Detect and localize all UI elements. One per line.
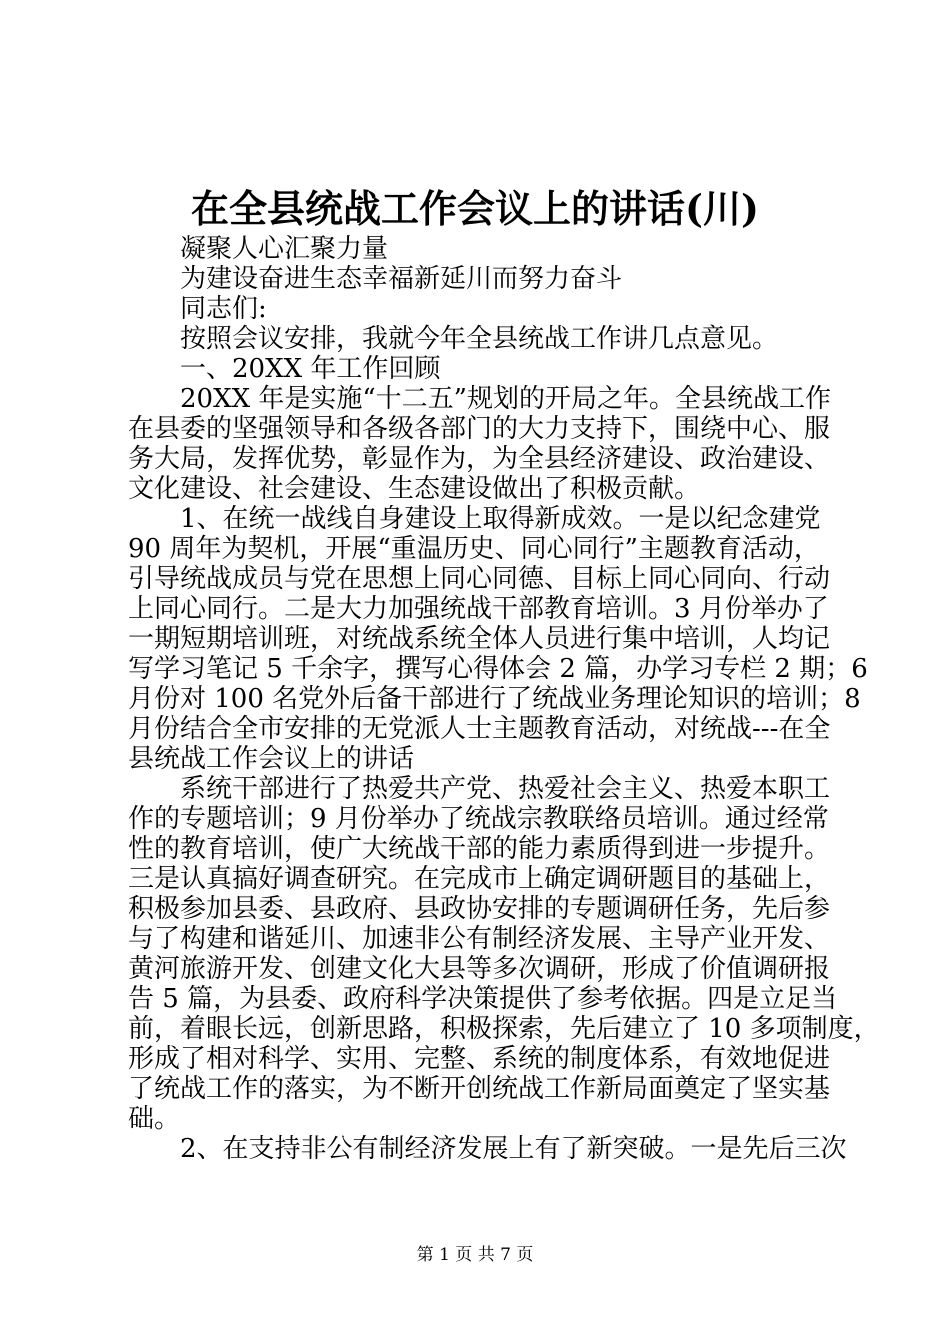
text-line: 凝聚人心汇聚力量 — [180, 234, 389, 264]
page-footer: 第 1 页 共 7 页 — [416, 1245, 534, 1265]
text-line: 作的专题培训；9 月份举办了统战宗教联络员培训。通过经常 — [128, 804, 829, 834]
text-line: 月份结合全市安排的无党派人士主题教育活动，对统战---在全 — [128, 714, 831, 744]
text-line: 县统战工作会议上的讲话 — [128, 744, 415, 774]
text-line: 前，着眼长远，创新思路，积极探索，先后建立了 10 多项制度， — [128, 1014, 880, 1044]
document-title: 在全县统战工作会议上的讲话(川) — [191, 186, 759, 231]
text-line: 一、20XX 年工作回顾 — [180, 354, 441, 384]
text-line: 三是认真搞好调查研究。在完成市上确定调研题目的基础上， — [128, 864, 831, 894]
text-line: 写学习笔记 5 千余字，撰写心得体会 2 篇，办学习专栏 2 期；6 — [128, 654, 868, 684]
text-line: 1、在统一战线自身建设上取得新成效。一是以纪念建党 — [180, 504, 821, 534]
text-line: 为建设奋进生态幸福新延川而努力奋斗 — [180, 264, 623, 294]
text-line: 告 5 篇，为县委、政府科学决策提供了参考依据。四是立足当 — [128, 984, 838, 1014]
text-line: 90 周年为契机，开展“重温历史、同心同行”主题教育活动， — [128, 534, 820, 564]
text-line: 2、在支持非公有制经济发展上有了新突破。一是先后三次 — [180, 1134, 847, 1164]
text-line: 在县委的坚强领导和各级各部门的大力支持下，围绕中心、服 — [128, 414, 831, 444]
text-line: 一期短期培训班，对统战系统全体人员进行集中培训，人均记 — [128, 624, 831, 654]
text-line: 按照会议安排，我就今年全县统战工作讲几点意见。 — [180, 324, 779, 354]
text-line: 黄河旅游开发、创建文化大县等多次调研，形成了价值调研报 — [128, 954, 831, 984]
text-line: 月份对 100 名党外后备干部进行了统战业务理论知识的培训；8 — [128, 684, 861, 714]
text-line: 积极参加县委、县政府、县政协安排的专题调研任务，先后参 — [128, 894, 831, 924]
text-line: 20XX 年是实施“十二五”规划的开局之年。全县统战工作 — [180, 384, 831, 414]
text-line: 性的教育培训，使广大统战干部的能力素质得到进一步提升。 — [128, 834, 831, 864]
text-line: 文化建设、社会建设、生态建设做出了积极贡献。 — [128, 474, 701, 504]
text-line: 务大局，发挥优势，彰显作为，为全县经济建设、政治建设、 — [128, 444, 831, 474]
document-body — [128, 234, 880, 1164]
text-line: 系统干部进行了热爱共产党、热爱社会主义、热爱本职工 — [180, 774, 831, 804]
text-line: 础。 — [128, 1104, 181, 1134]
text-line: 了统战工作的落实，为不断开创统战工作新局面奠定了坚实基 — [128, 1074, 831, 1104]
text-line: 上同心同行。二是大力加强统战干部教育培训。3 月份举办了 — [128, 594, 829, 624]
text-line: 与了构建和谐延川、加速非公有制经济发展、主导产业开发、 — [128, 924, 831, 954]
text-line: 同志们: — [180, 294, 267, 324]
text-line: 形成了相对科学、实用、完整、系统的制度体系，有效地促进 — [128, 1044, 831, 1074]
text-line: 引导统战成员与党在思想上同心同德、目标上同心同向、行动 — [128, 564, 831, 594]
